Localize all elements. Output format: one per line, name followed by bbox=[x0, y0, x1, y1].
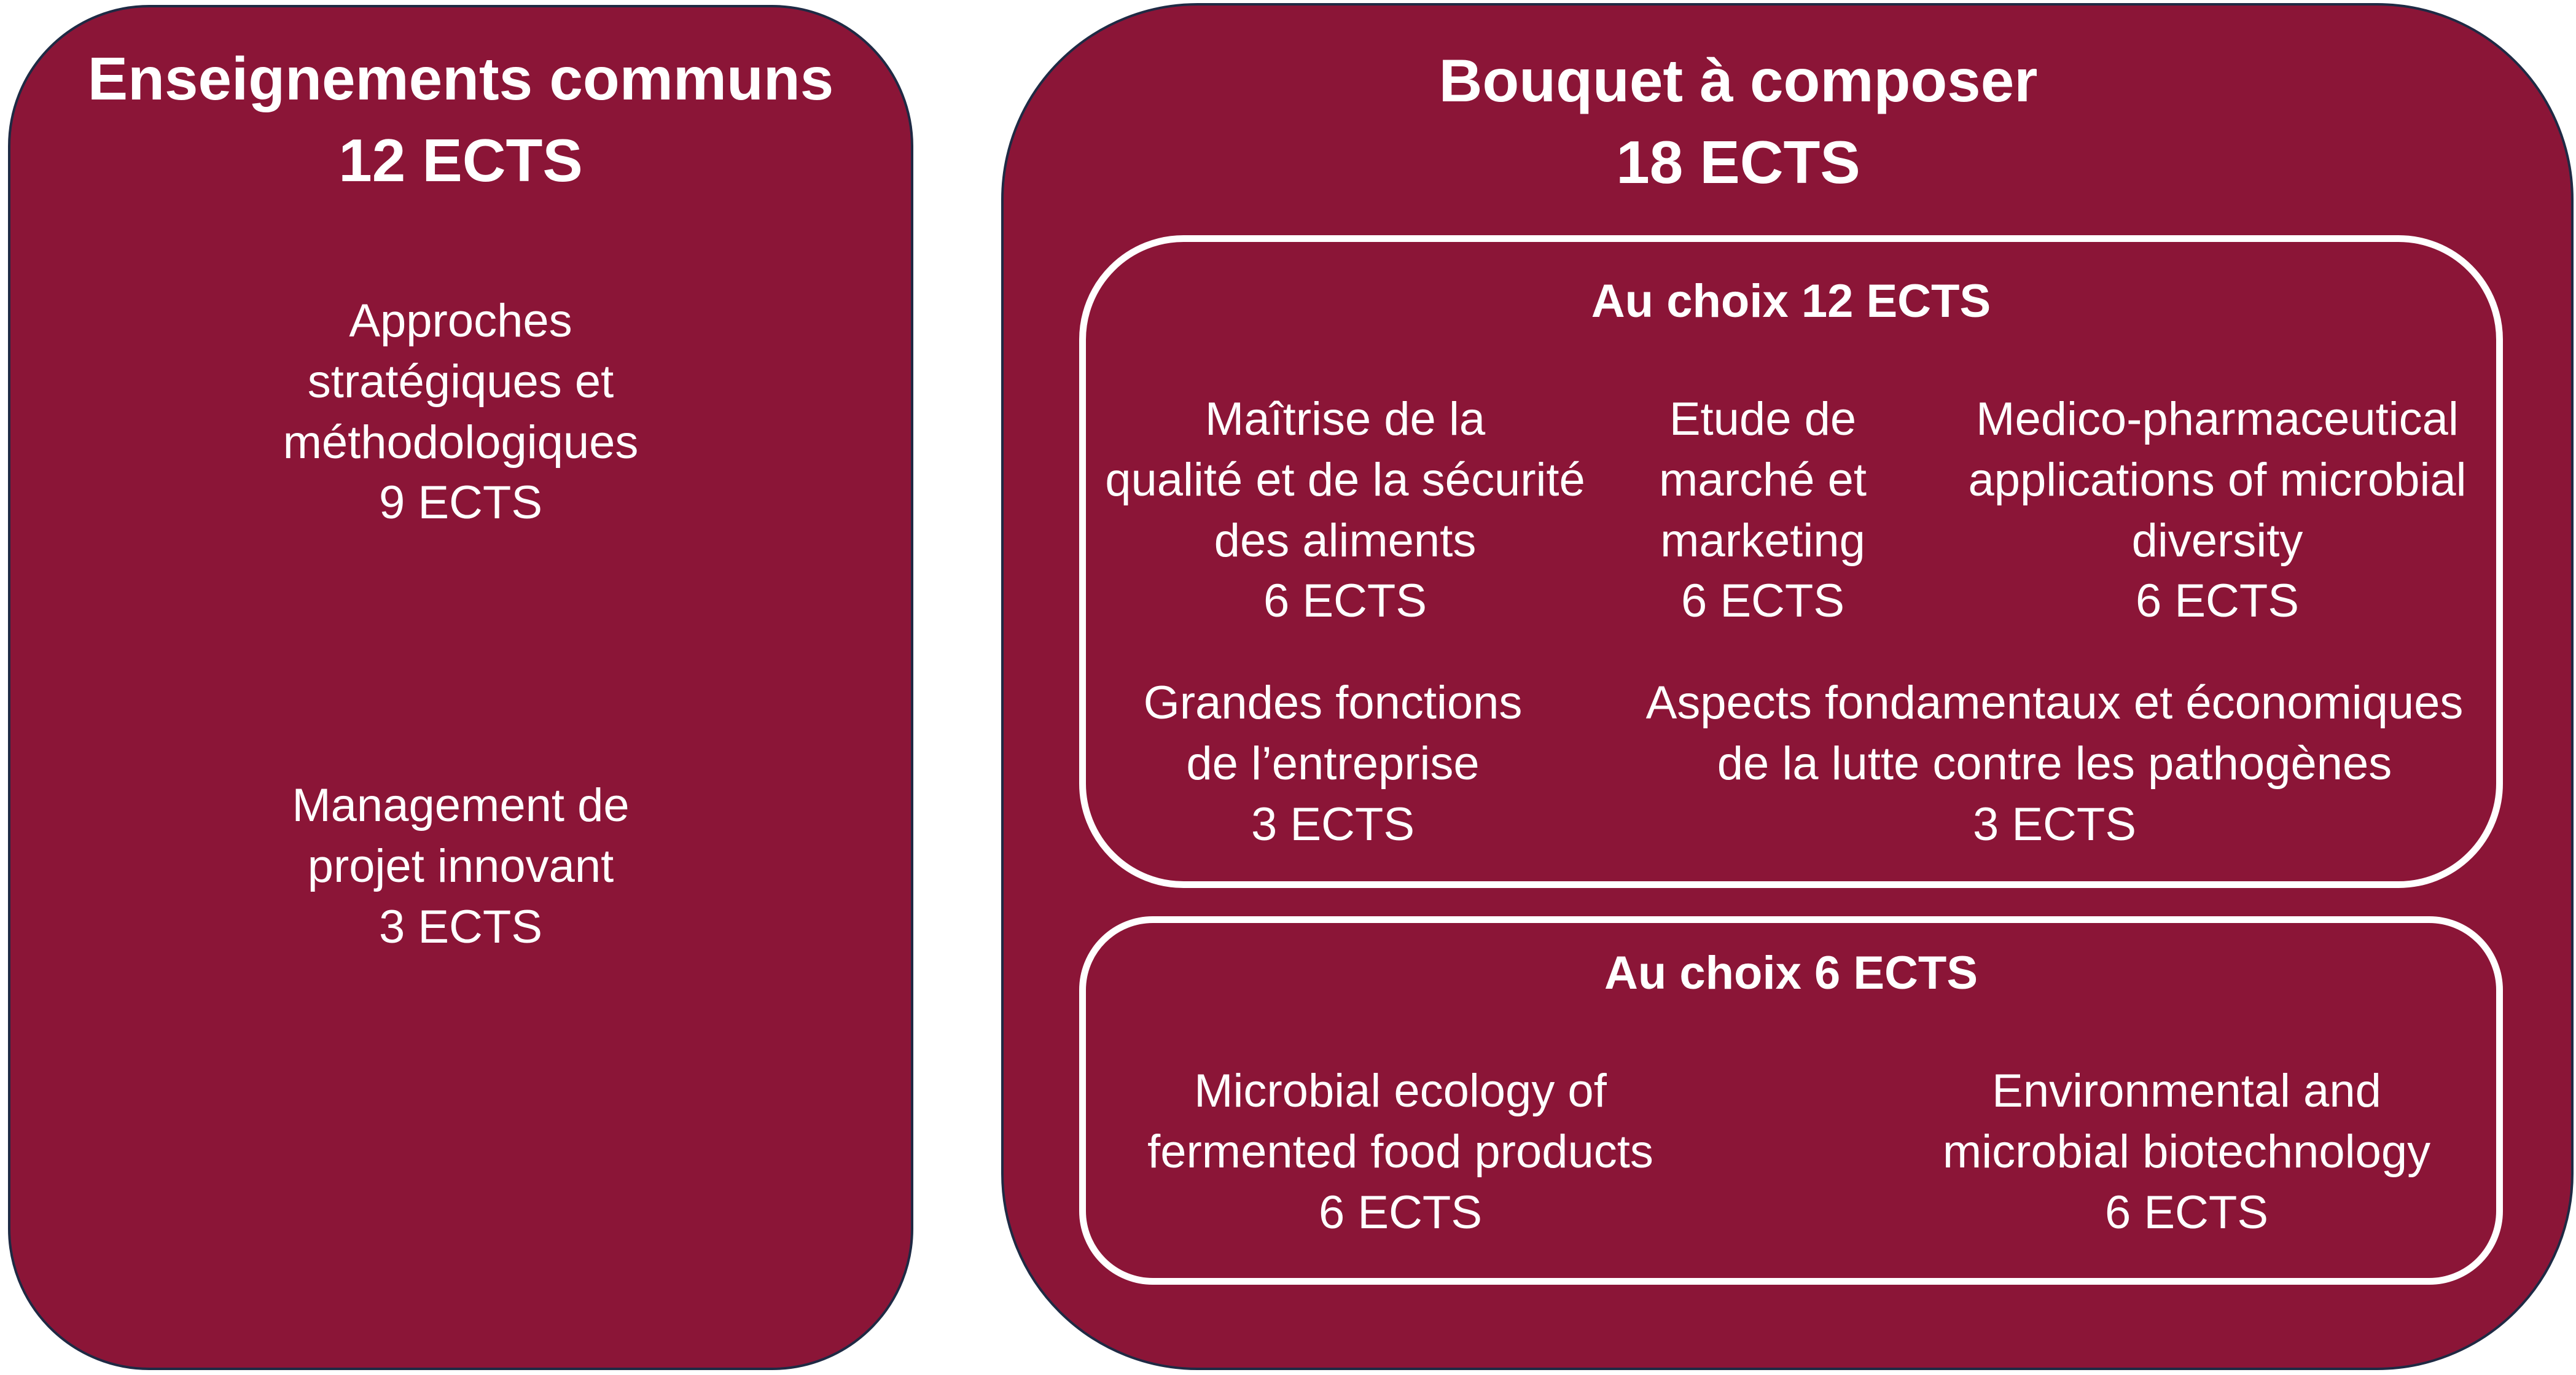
course-environmental-biotech: Environmental and microbial biotechnology 6 ECTS bbox=[1942, 1065, 2431, 1239]
common-courses-panel bbox=[8, 5, 913, 1370]
choice-12-ects-title: Au choix 12 ECTS bbox=[1591, 275, 1991, 327]
course-food-quality-safety: Maîtrise de la qualité et de la sécurité des aliments 6 ECTS bbox=[1105, 393, 1585, 628]
course-business-functions: Grandes fonctions de l’entreprise 3 ECTS bbox=[1143, 677, 1523, 851]
course-strategic-approaches: Approches stratégiques et méthodologiques 9 ECTS bbox=[283, 295, 639, 529]
course-microbial-ecology: Microbial ecology of fermented food products 6 ECTS bbox=[1147, 1065, 1653, 1239]
bouquet-title: Bouquet à composer 18 ECTS bbox=[1438, 47, 2038, 197]
course-pathogen-control: Aspects fondamentaux et économiques de la lutte contre les pathogènes 3 ECTS bbox=[1645, 677, 2464, 851]
course-medico-pharmaceutical: Medico-pharmaceutical applications of microbial diversity 6 ECTS bbox=[1968, 393, 2467, 628]
choice-6-ects-title: Au choix 6 ECTS bbox=[1604, 947, 1978, 999]
common-courses-title: Enseignements communs 12 ECTS bbox=[87, 45, 834, 195]
course-market-study-marketing: Etude de marché et marketing 6 ECTS bbox=[1659, 393, 1867, 628]
course-innovative-project-management: Management de projet innovant 3 ECTS bbox=[292, 779, 630, 953]
